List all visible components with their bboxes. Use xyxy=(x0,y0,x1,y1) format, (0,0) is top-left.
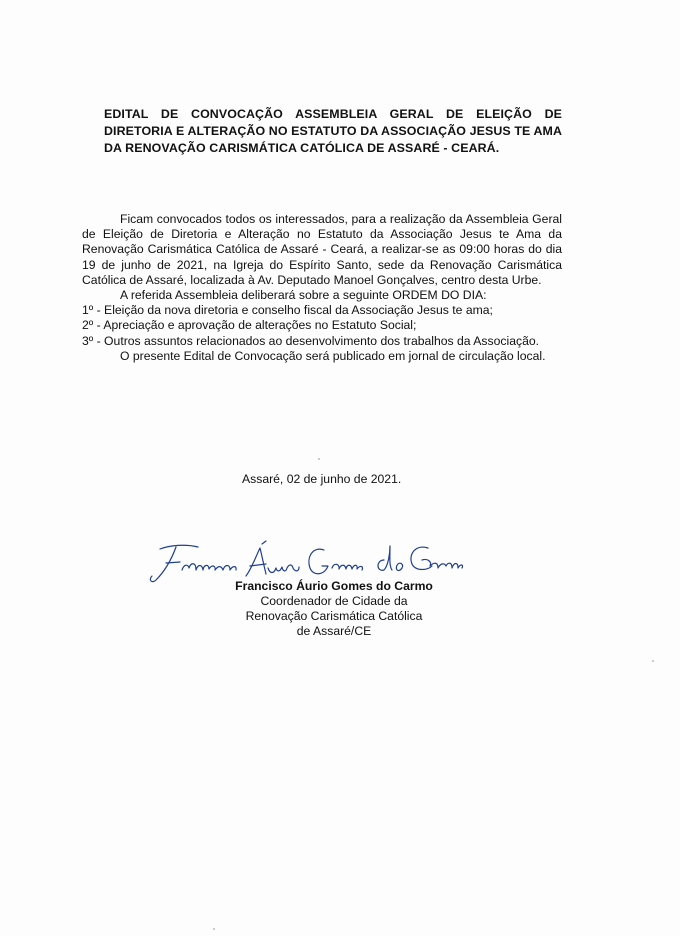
signatory-block xyxy=(214,579,454,640)
paragraph-convocation: Ficam convocados todos os interessados, para a realização da Assembleia Geral de Eleição de Diretoria e Alteração no Estatuto da Associação Jesus te Ama da Renovação Carismática Católica de Assaré - Ceará, a realizar-se as 09:00 horas do dia 19 de junho de 2021, na Igreja do Espírito Santo, sede da Renovação Carismática Católica de Assaré, localizada à Av. Deputado Manoel Gonçalves, centro desta Urbe. xyxy=(82,212,562,287)
signatory-role-line: Renovação Carismática Católica xyxy=(245,609,423,624)
agenda-item: 2º - Apreciação e aprovação de alterações no Estatuto Social; xyxy=(82,318,417,333)
agenda-item: 1º - Eleição da nova diretoria e conselho fiscal da Associação Jesus te ama; xyxy=(82,303,493,318)
document-title: EDITAL DE CONVOCAÇÃO ASSEMBLEIA GERAL DE ELEIÇÃO DE DIRETORIA E ALTERAÇÃO NO ESTATUTO DA ASSOCIAÇÃO JESUS TE AMA DA RENOVAÇÃO CARISMÁTICA CATÓLICA DE ASSARÉ - CEARÁ. xyxy=(104,107,562,155)
signatory-role-line: Coordenador de Cidade da xyxy=(260,594,408,608)
agenda-list xyxy=(82,303,562,349)
signatory-name: Francisco Áurio Gomes do Carmo xyxy=(235,579,433,593)
document-body xyxy=(82,212,562,364)
paper-speck xyxy=(318,458,320,460)
agenda-item: 3º - Outros assuntos relacionados ao desenvolvimento dos trabalhos da Associação. xyxy=(82,333,540,348)
date-line: Assaré, 02 de junho de 2021. xyxy=(242,472,402,486)
signatory-role-line: de Assaré/CE xyxy=(296,624,372,639)
paragraph-agenda-intro: A referida Assembleia deliberará sobre a seguinte ORDEM DO DIA: xyxy=(120,288,487,303)
paper-speck xyxy=(652,660,654,662)
paper-speck xyxy=(213,928,215,930)
paragraph-publication: O presente Edital de Convocação será publicado em jornal de circulação local. xyxy=(120,348,546,363)
